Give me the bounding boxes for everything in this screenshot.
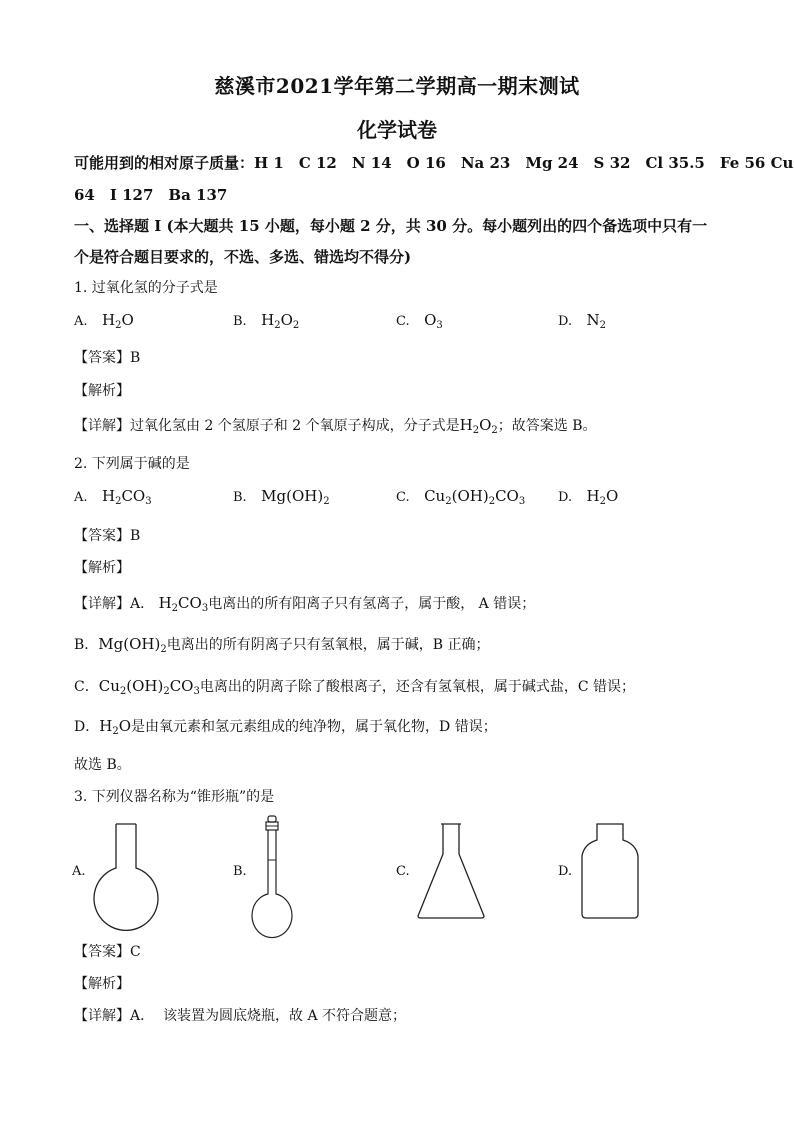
formula-o3: $O_3$ xyxy=(424,311,443,331)
q1-stem: 1. 过氧化氢的分子式是 xyxy=(74,280,218,296)
formula-n2: $N_2$ xyxy=(586,311,607,331)
q3-detail-a-prefix: A． xyxy=(130,1008,155,1024)
q2-option-b-letter: B. xyxy=(233,490,247,505)
q2-detail-a-prefix: A． xyxy=(130,596,155,612)
formula-h2o: $H_2O$ xyxy=(99,717,132,737)
q3-analysis-label: 【解析】 xyxy=(74,976,130,992)
formula-cu2oh2co3: $Cu_2(OH)_2CO_3$ xyxy=(424,487,526,507)
q3-detail-a xyxy=(74,1005,406,1025)
q2-option-d-letter: D. xyxy=(558,490,573,505)
formula-h2o: $H_2O$ xyxy=(586,487,619,507)
detail-label: 【详解】 xyxy=(74,596,130,612)
exam-subtitle: 化学试卷 xyxy=(357,118,437,142)
section-heading-line2: 个是符合题目要求的，不选、多选、错选均不得分) xyxy=(74,248,412,266)
q3-detail-a-text: 该装置为圆底烧瓶，故 A 不符合题意； xyxy=(163,1008,407,1024)
q2-analysis-label: 【解析】 xyxy=(74,560,130,576)
q3-stem: 3. 下列仪器名称为“锥形瓶”的是 xyxy=(74,789,275,805)
q2-detail-d-text: 是由氧元素和氢元素组成的纯净物，属于氧化物，D 错误； xyxy=(131,719,497,735)
q2-option-d xyxy=(558,487,618,505)
formula-h2o: $H_2O$ xyxy=(101,311,134,331)
formula-h2co3: $H_2CO_3$ xyxy=(158,594,209,614)
q1-option-c-letter: C. xyxy=(396,314,410,329)
q3-option-c-letter: C. xyxy=(396,864,410,879)
section-heading-line1: 一、选择题 I (本大题共 15 小题，每小题 2 分，共 30 分。每小题列出的四个备选项中只有一 xyxy=(74,217,708,235)
q1-option-b xyxy=(233,311,299,329)
q1-analysis-label: 【解析】 xyxy=(74,383,130,399)
q3-answer-value: C xyxy=(130,944,141,960)
q2-detail-b-text: 电离出的所有阴离子只有氢氧根，属于碱，B 正确； xyxy=(166,637,490,653)
q3-option-b-letter: B. xyxy=(233,864,247,879)
q1-option-d xyxy=(558,311,606,329)
formula-mgoh2: $Mg(OH)_2$ xyxy=(98,635,167,655)
q2-detail-d-prefix: D． xyxy=(74,719,100,735)
exam-title: 慈溪市2021学年第二学期高一期末测试 xyxy=(214,74,580,98)
q1-option-a xyxy=(74,311,134,329)
q1-detail-post: ；故答案选 B。 xyxy=(497,418,597,434)
q2-option-c xyxy=(396,487,525,505)
q2-detail-b-prefix: B． xyxy=(74,637,99,653)
conical-flask-icon xyxy=(416,822,486,920)
formula-mgoh2: $Mg(OH)_2$ xyxy=(261,487,330,507)
q2-detail-c-prefix: C． xyxy=(74,679,99,695)
atomic-masses-line1: 可能用到的相对原子质量：H 1 C 12 N 14 O 16 Na 23 Mg 24 S 32 Cl 35.5 Fe 56 Cu xyxy=(74,154,794,172)
detail-label: 【详解】 xyxy=(74,418,130,434)
q3-answer xyxy=(74,941,141,961)
q1-detail-pre: 过氧化氢由 2 个氢原子和 2 个氧原子构成，分子式是 xyxy=(130,418,460,434)
round-bottom-flask-icon xyxy=(90,822,162,922)
formula-h2o2: $H_2O_2$ xyxy=(459,416,498,436)
q1-option-d-letter: D. xyxy=(558,314,573,329)
q2-answer xyxy=(74,525,140,545)
q2-conclusion: 故选 B。 xyxy=(74,757,131,773)
q2-option-b xyxy=(233,487,330,505)
q2-option-c-letter: C. xyxy=(396,490,410,505)
detail-label: 【详解】 xyxy=(74,1008,130,1024)
q2-answer-value: B xyxy=(130,528,141,544)
q1-option-b-letter: B. xyxy=(233,314,247,329)
q2-detail-c xyxy=(74,676,635,696)
q3-option-a-letter: A. xyxy=(72,864,86,879)
atomic-masses-line2: 64 I 127 Ba 137 xyxy=(74,186,228,204)
volumetric-flask-icon xyxy=(250,814,294,926)
answer-label: 【答案】 xyxy=(74,944,130,960)
formula-h2o2: $H_2O_2$ xyxy=(261,311,300,331)
answer-label: 【答案】 xyxy=(74,350,130,366)
q2-detail-a xyxy=(74,593,535,613)
q2-detail-c-text: 电离出的阴离子除了酸根离子，还含有氢氧根，属于碱式盐，C 错误； xyxy=(199,679,636,695)
q2-option-a-letter: A. xyxy=(74,490,88,505)
formula-h2co3: $H_2CO_3$ xyxy=(101,487,152,507)
formula-cu2oh2co3: $Cu_2(OH)_2CO_3$ xyxy=(98,677,200,697)
reagent-bottle-icon xyxy=(580,822,640,920)
q3-option-d-letter: D. xyxy=(558,864,573,879)
q2-detail-b xyxy=(74,634,489,654)
q1-detail xyxy=(74,415,597,435)
q2-stem: 2. 下列属于碱的是 xyxy=(74,456,190,472)
q1-answer-value: B xyxy=(130,350,141,366)
q1-option-c xyxy=(396,311,443,329)
q2-detail-d xyxy=(74,716,497,736)
answer-label: 【答案】 xyxy=(74,528,130,544)
q2-option-a xyxy=(74,487,152,505)
q2-detail-a-text: 电离出的所有阳离子只有氢离子，属于酸， A 错误； xyxy=(208,596,536,612)
q1-answer xyxy=(74,347,140,367)
q1-option-a-letter: A. xyxy=(74,314,88,329)
